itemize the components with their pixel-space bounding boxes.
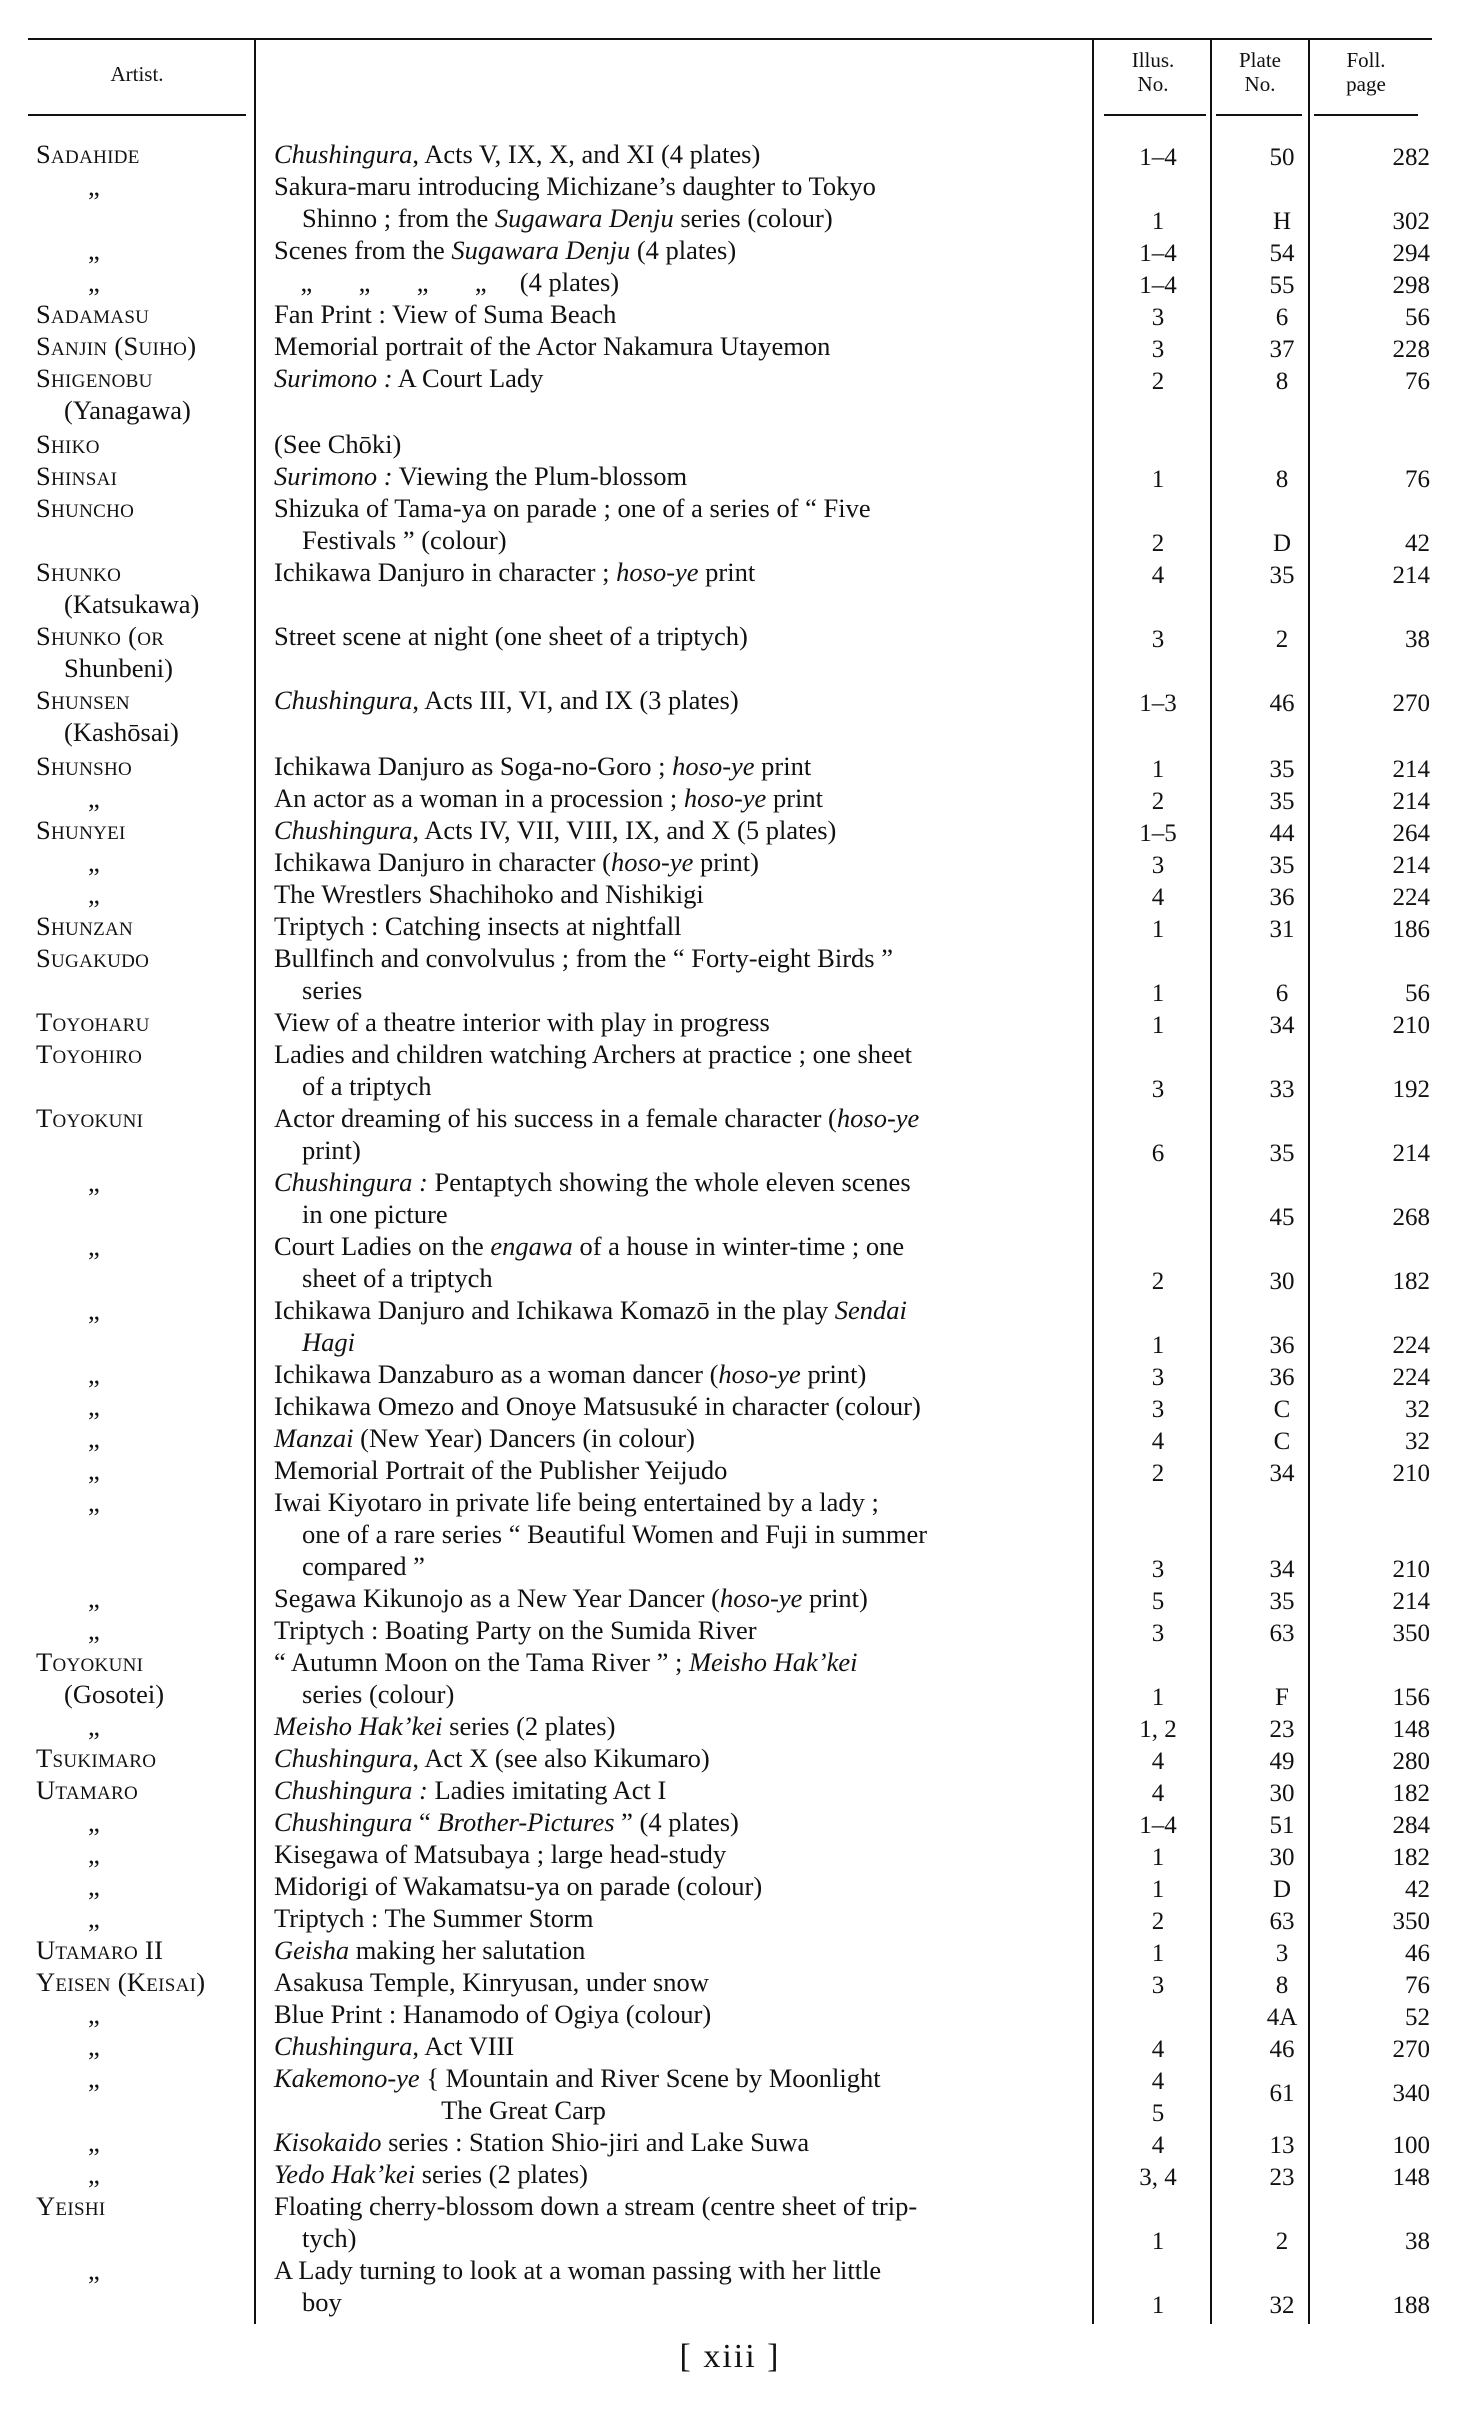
row-plate: D [1272,1876,1292,1903]
row-illus: 1, 2 [1139,1716,1177,1743]
header-foll-line1: Foll. [1346,48,1386,72]
row-title: Surimono : A Court Lady [274,363,544,393]
row-artist: „ [88,2031,100,2061]
row-title: (See Chōki) [274,429,402,459]
row-artist: Shunsen (Kashōsai) [36,685,179,747]
row-foll: 264 [1392,820,1430,847]
row-artist: „ [88,1359,100,1389]
row-title: Manzai (New Year) Dancers (in colour) [274,1423,695,1453]
row-plate: 35 [1269,788,1295,815]
row-artist: „ [88,2127,100,2157]
row-illus: 1 [1151,466,1165,493]
row-artist: „ [88,1583,100,1613]
row-foll: 38 [1405,626,1430,653]
row-artist: Sanjin (Suiho) [36,331,197,361]
row-plate: 8 [1275,466,1289,493]
row-foll: 210 [1392,1012,1430,1039]
col-rule-artist [254,38,256,2324]
header-foll [1312,48,1420,96]
row-illus: 1 [1151,756,1165,783]
row-foll: 284 [1392,1812,1430,1839]
row-title: Scenes from the Sugawara Denju (4 plates) [274,235,737,265]
row-artist: „ [88,847,100,877]
row-title: Chushingura, Acts IV, VII, VIII, IX, and X (5 plates) [274,815,837,845]
row-plate: 36 [1269,1364,1295,1391]
row-title: Street scene at night (one sheet of a triptych) [274,621,748,651]
row-illus: 1 [1151,1844,1165,1871]
row-plate: 44 [1269,820,1295,847]
row-illus: 3 [1151,304,1165,331]
row-artist: „ [88,1711,100,1741]
row-artist: „ [88,1423,100,1453]
row-plate: 6 [1275,304,1289,331]
row-illus: 6 [1151,1140,1165,1167]
row-artist: „ [88,2159,100,2189]
row-title: Ichikawa Omezo and Onoye Matsusuké in character (colour) [274,1391,921,1421]
row-foll: 214 [1392,562,1430,589]
row-foll: 46 [1405,1940,1430,1967]
row-illus: 2 [1151,1268,1165,1295]
row-artist: Shunko (Katsukawa) [36,557,200,619]
row-foll: 148 [1392,2164,1430,2191]
row-title: Kakemono-ye { Mountain and River Scene by Moonlight The Great Carp [274,2063,881,2125]
row-plate: 13 [1269,2132,1295,2159]
row-title: Chushingura, Acts V, IX, X, and XI (4 plates) [274,139,761,169]
row-title: Midorigi of Wakamatsu-ya on parade (colour) [274,1871,763,1901]
row-artist: Yeisen (Keisai) [36,1967,206,1997]
row-foll: 182 [1392,1844,1430,1871]
row-plate: 2 [1275,626,1289,653]
row-artist: Utamaro II [36,1935,164,1965]
row-plate: 63 [1269,1908,1295,1935]
row-foll: 182 [1392,1268,1430,1295]
row-illus: 1 [1151,1012,1165,1039]
top-rule [28,38,1432,40]
row-plate: 37 [1269,336,1295,363]
row-artist: „ [88,267,100,297]
row-illus: 4 5 [1151,2068,1165,2127]
row-foll: 298 [1392,272,1430,299]
row-title: Memorial portrait of the Actor Nakamura Utayemon [274,331,831,361]
row-illus: 4 [1151,1780,1165,1807]
row-plate: 3 [1275,1940,1289,1967]
row-foll: 210 [1392,1556,1430,1583]
row-foll: 270 [1392,690,1430,717]
row-artist: „ [88,2063,100,2093]
row-plate: 30 [1269,1268,1295,1295]
row-foll: 214 [1392,1588,1430,1615]
row-title: Shizuka of Tama-ya on parade ; one of a series of “ Five Festivals ” (colour) [274,493,871,555]
row-title: Ichikawa Danjuro in character ; hoso-ye print [274,557,756,587]
row-plate: 4A [1266,2004,1298,2031]
row-foll: 52 [1405,2004,1430,2031]
row-foll: 294 [1392,240,1430,267]
row-foll: 340 [1392,2080,1430,2107]
row-plate: 30 [1269,1780,1295,1807]
row-plate: F [1275,1684,1289,1711]
row-foll: 42 [1405,530,1430,557]
row-illus: 1–4 [1139,144,1177,171]
row-illus: 1 [1151,1940,1165,1967]
row-artist: Tsukimaro [36,1743,157,1773]
row-foll: 186 [1392,916,1430,943]
row-illus: 1 [1151,2292,1165,2319]
row-plate: 35 [1269,562,1295,589]
row-foll: 228 [1392,336,1430,363]
row-foll: 76 [1405,466,1430,493]
row-artist: „ [88,1839,100,1869]
row-title: Yedo Hak’kei series (2 plates) [274,2159,588,2189]
row-illus: 1 [1151,2228,1165,2255]
row-plate: 35 [1269,1588,1295,1615]
row-title: An actor as a woman in a procession ; hoso-ye print [274,783,824,813]
row-plate: 55 [1269,272,1295,299]
row-title: Triptych : The Summer Storm [274,1903,594,1933]
row-artist: „ [88,1871,100,1901]
row-plate: H [1272,208,1292,235]
row-illus: 1–4 [1139,1812,1177,1839]
row-artist: „ [88,1391,100,1421]
row-artist: Shuncho [36,493,135,523]
row-artist: Toyokuni (Gosotei) [36,1647,165,1709]
row-artist: „ [88,235,100,265]
row-plate: 8 [1275,1972,1289,1999]
row-artist: Sugakudo [36,943,150,973]
row-illus: 2 [1151,530,1165,557]
row-illus: 4 [1151,562,1165,589]
row-title: View of a theatre interior with play in progress [274,1007,770,1037]
row-title: Blue Print : Hanamodo of Ogiya (colour) [274,1999,712,2029]
row-illus: 2 [1151,1460,1165,1487]
row-foll: 350 [1392,1620,1430,1647]
row-title: Kisegawa of Matsubaya ; large head-study [274,1839,727,1869]
row-title: A Lady turning to look at a woman passing with her little boy [274,2255,882,2317]
row-title: Ichikawa Danjuro as Soga-no-Goro ; hoso-ye print [274,751,812,781]
row-foll: 214 [1392,788,1430,815]
row-title: Fan Print : View of Suma Beach [274,299,617,329]
row-illus: 3 [1151,1620,1165,1647]
row-artist: Shinsai [36,461,118,491]
row-plate: 36 [1269,884,1295,911]
row-artist: Shigenobu (Yanagawa) [36,363,191,425]
header-rule-illus [1104,114,1206,116]
header-illus-line1: Illus. [1131,48,1175,72]
row-plate: 51 [1269,1812,1295,1839]
row-artist: „ [88,1807,100,1837]
header-plate-line1: Plate [1239,48,1281,72]
row-foll: 224 [1392,1364,1430,1391]
row-foll: 282 [1392,144,1430,171]
row-artist: Shunsho [36,751,133,781]
row-plate: 45 [1269,1204,1295,1231]
row-plate: 35 [1269,1140,1295,1167]
row-plate: 6 [1275,980,1289,1007]
row-artist: Sadahide [36,139,140,169]
row-illus: 4 [1151,2132,1165,2159]
row-artist: Toyokuni [36,1103,144,1133]
header-rule-artist [28,114,246,116]
row-artist: Sadamasu [36,299,150,329]
row-plate: 23 [1269,2164,1295,2191]
row-illus: 2 [1151,788,1165,815]
row-artist: Toyoharu [36,1007,150,1037]
row-title: Ichikawa Danjuro in character (hoso-ye print) [274,847,759,877]
row-illus: 3 [1151,852,1165,879]
row-foll: 38 [1405,2228,1430,2255]
row-foll: 56 [1405,304,1430,331]
row-plate: 33 [1269,1076,1295,1103]
row-title: Memorial Portrait of the Publisher Yeijudo [274,1455,728,1485]
row-illus: 3 [1151,1396,1165,1423]
row-artist: Shunko (or Shunbeni) [36,621,173,683]
row-artist: „ [88,171,100,201]
header-artist [28,62,246,86]
row-foll: 192 [1392,1076,1430,1103]
row-artist: Shunyei [36,815,126,845]
row-plate: 23 [1269,1716,1295,1743]
row-artist: „ [88,1167,100,1197]
header-rule-foll [1314,114,1418,116]
row-foll: 214 [1392,852,1430,879]
row-title: Ichikawa Danjuro and Ichikawa Komazō in the play Sendai Hagi [274,1295,907,1357]
row-plate: 54 [1269,240,1295,267]
header-rule-plate [1216,114,1302,116]
row-illus: 3 [1151,1972,1165,1999]
row-foll: 56 [1405,980,1430,1007]
row-artist: Yeishi [36,2191,106,2221]
row-title: Chushingura, Act VIII [274,2031,515,2061]
row-illus: 2 [1151,368,1165,395]
row-foll: 280 [1392,1748,1430,1775]
row-plate: C [1273,1396,1291,1423]
row-artist: Shunzan [36,911,134,941]
row-illus: 3 [1151,626,1165,653]
row-plate: 34 [1269,1460,1295,1487]
row-illus: 1 [1151,208,1165,235]
row-plate: 63 [1269,1620,1295,1647]
row-foll: 224 [1392,884,1430,911]
row-illus: 1–4 [1139,240,1177,267]
row-foll: 302 [1392,208,1430,235]
row-title: „ „ „ „ (4 plates) [274,267,620,297]
row-title: Chushingura : Pentaptych showing the whole eleven scenes in one picture [274,1167,911,1229]
row-artist: „ [88,1455,100,1485]
row-artist: „ [88,1999,100,2029]
row-artist: Shiko [36,429,100,459]
row-title: “ Autumn Moon on the Tama River ” ; Meisho Hak’kei series (colour) [274,1647,858,1709]
row-foll: 188 [1392,2292,1430,2319]
row-title: Sakura-maru introducing Michizane’s daughter to Tokyo Shinno ; from the Sugawara Denju series (colour) [274,171,876,233]
row-foll: 76 [1405,368,1430,395]
row-foll: 76 [1405,1972,1430,1999]
row-artist: „ [88,1487,100,1517]
row-illus: 3 [1151,336,1165,363]
row-title: Segawa Kikunojo as a New Year Dancer (hoso-ye print) [274,1583,868,1613]
row-foll: 224 [1392,1332,1430,1359]
row-plate: D [1272,530,1292,557]
row-artist: Toyohiro [36,1039,143,1069]
header-plate-line2: No. [1244,72,1276,96]
row-illus: 3 [1151,1556,1165,1583]
row-illus: 3, 4 [1139,2164,1177,2191]
col-rule-title [1092,38,1094,2324]
row-title: Floating cherry-blossom down a stream (centre sheet of trip- tych) [274,2191,918,2253]
row-title: Court Ladies on the engawa of a house in winter-time ; one sheet of a triptych [274,1231,905,1293]
row-plate: 36 [1269,1332,1295,1359]
row-plate: 2 [1275,2228,1289,2255]
row-illus: 4 [1151,1748,1165,1775]
row-foll: 32 [1405,1428,1430,1455]
row-foll: 214 [1392,1140,1430,1167]
row-plate: 30 [1269,1844,1295,1871]
row-illus: 3 [1151,1076,1165,1103]
row-title: Actor dreaming of his success in a female character (hoso-ye print) [274,1103,920,1165]
row-plate: 34 [1269,1556,1295,1583]
row-title: Ladies and children watching Archers at practice ; one sheet of a triptych [274,1039,912,1101]
row-plate: 8 [1275,368,1289,395]
row-illus: 1–3 [1139,690,1177,717]
row-plate: 49 [1269,1748,1295,1775]
row-foll: 156 [1392,1684,1430,1711]
row-title: Geisha making her salutation [274,1935,586,1965]
row-title: Chushingura, Acts III, VI, and IX (3 plates) [274,685,739,715]
row-foll: 182 [1392,1780,1430,1807]
row-illus: 1 [1151,916,1165,943]
row-foll: 214 [1392,756,1430,783]
row-plate: 35 [1269,852,1295,879]
row-title: Meisho Hak’kei series (2 plates) [274,1711,616,1741]
row-plate: 61 [1269,2080,1295,2107]
row-plate: 35 [1269,756,1295,783]
header-illus-line2: No. [1137,72,1169,96]
row-illus: 1 [1151,1876,1165,1903]
row-artist: „ [88,1231,100,1261]
row-artist: „ [88,1615,100,1645]
row-plate: 50 [1269,144,1295,171]
row-illus: 1–4 [1139,272,1177,299]
row-artist: Utamaro [36,1775,139,1805]
row-foll: 100 [1392,2132,1430,2159]
row-foll: 148 [1392,1716,1430,1743]
row-artist: „ [88,1903,100,1933]
row-illus: 4 [1151,2036,1165,2063]
row-title: Ichikawa Danzaburo as a woman dancer (hoso-ye print) [274,1359,867,1389]
row-plate: 34 [1269,1012,1295,1039]
row-title: Chushingura, Act X (see also Kikumaro) [274,1743,710,1773]
row-foll: 210 [1392,1460,1430,1487]
row-illus: 1 [1151,1684,1165,1711]
row-artist: „ [88,783,100,813]
row-title: Asakusa Temple, Kinryusan, under snow [274,1967,709,1997]
row-illus: 1–5 [1139,820,1177,847]
row-title: Chushingura : Ladies imitating Act I [274,1775,667,1805]
row-artist: „ [88,879,100,909]
row-foll: 42 [1405,1876,1430,1903]
row-illus: 4 [1151,1428,1165,1455]
row-illus: 1 [1151,980,1165,1007]
row-foll: 350 [1392,1908,1430,1935]
row-artist: „ [88,2255,100,2285]
row-illus: 5 [1151,1588,1165,1615]
header-artist-label: Artist. [110,62,164,86]
row-foll: 32 [1405,1396,1430,1423]
row-plate: 46 [1269,2036,1295,2063]
row-foll: 268 [1392,1204,1430,1231]
row-plate: 46 [1269,690,1295,717]
header-foll-line2: page [1346,72,1386,96]
row-title: Triptych : Catching insects at nightfall [274,911,682,941]
row-plate: C [1273,1428,1291,1455]
row-title: Kisokaido series : Station Shio-jiri and Lake Suwa [274,2127,810,2157]
row-title: Surimono : Viewing the Plum-blossom [274,461,688,491]
row-illus: 1 [1151,1332,1165,1359]
header-plate [1214,48,1306,96]
row-title: The Wrestlers Shachihoko and Nishikigi [274,879,704,909]
row-artist: „ [88,1295,100,1325]
row-plate: 31 [1269,916,1295,943]
page-number: [ xiii ] [679,2338,781,2375]
row-plate: 32 [1269,2292,1295,2319]
row-illus: 2 [1151,1908,1165,1935]
row-foll: 270 [1392,2036,1430,2063]
row-title: Chushingura “ Brother-Pictures ” (4 plates) [274,1807,739,1837]
row-title: Bullfinch and convolvulus ; from the “ Forty-eight Birds ” series [274,943,893,1005]
row-title: Triptych : Boating Party on the Sumida River [274,1615,757,1645]
header-illus [1100,48,1206,96]
row-illus: 3 [1151,1364,1165,1391]
row-illus: 4 [1151,884,1165,911]
row-title: Iwai Kiyotaro in private life being entertained by a lady ; one of a rare series “ Beautiful Women and Fuji in summer compared ” [274,1487,928,1581]
